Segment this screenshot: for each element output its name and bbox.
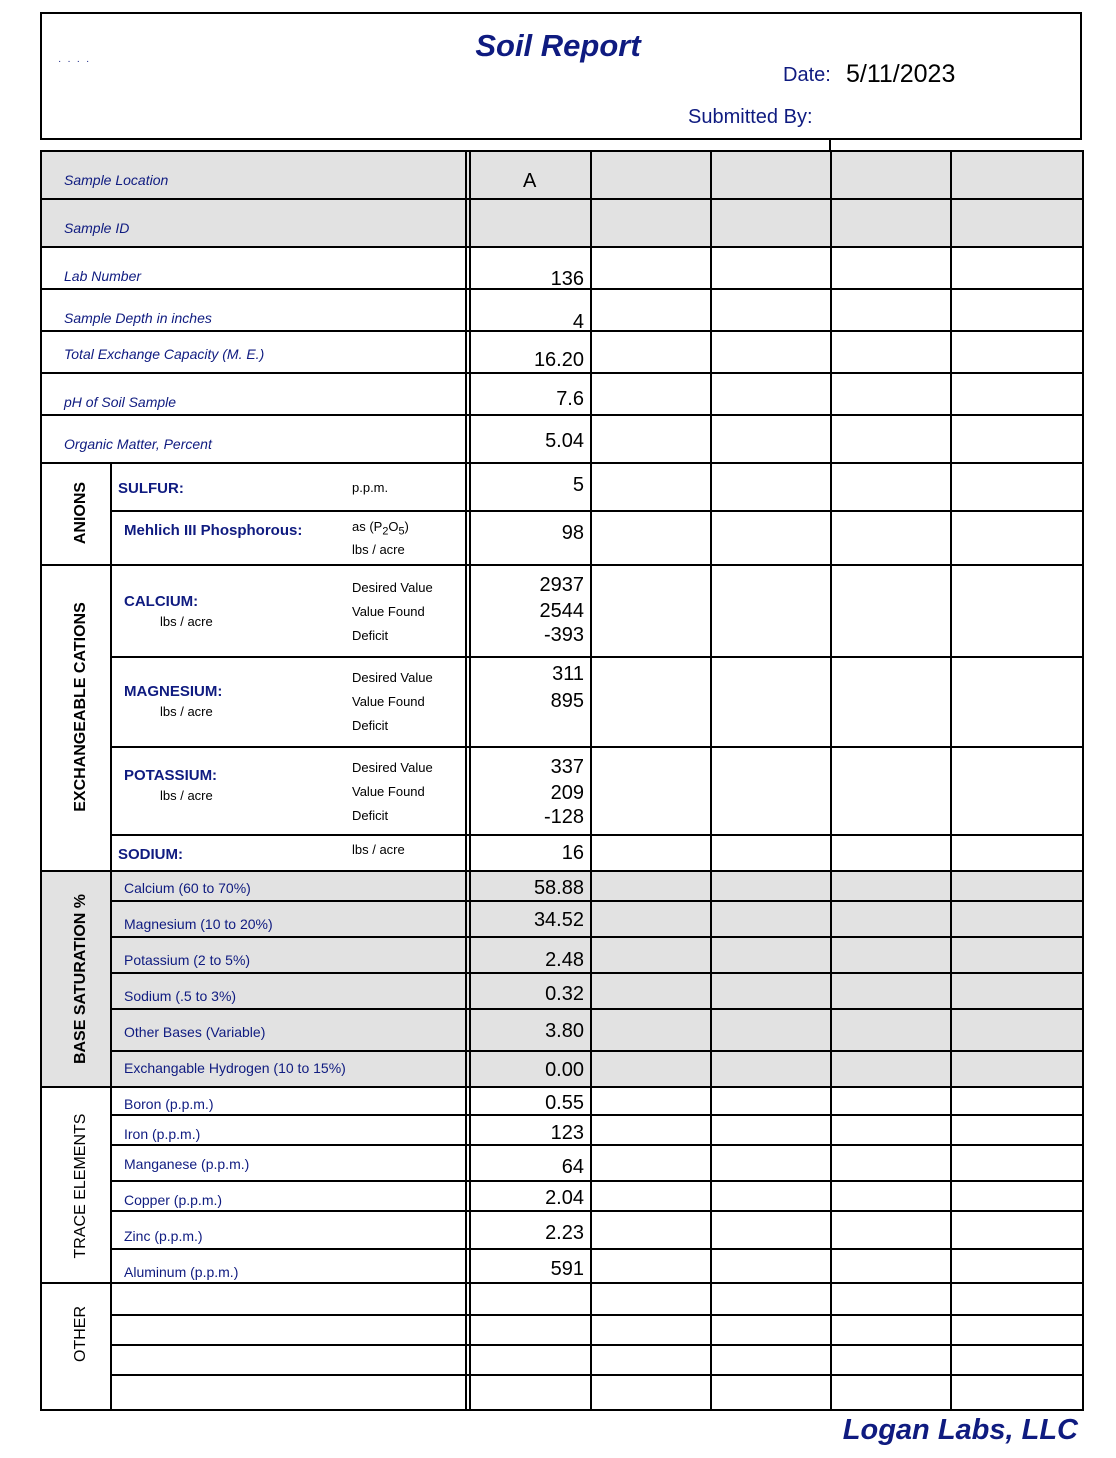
row-divider xyxy=(110,1144,1082,1146)
shaded-base-saturation xyxy=(41,872,1082,1086)
row-divider xyxy=(40,1086,1082,1088)
sample-location-value: A xyxy=(523,170,537,192)
row-divider xyxy=(110,1248,1082,1250)
bs-label: Calcium (60 to 70%) xyxy=(124,880,251,896)
calcium-label: CALCIUM: xyxy=(124,593,199,610)
table-right-border xyxy=(1082,150,1084,1411)
submitted-by-label: Submitted By: xyxy=(688,106,813,128)
ph-value: 7.6 xyxy=(556,388,584,410)
magnesium-label: MAGNESIUM: xyxy=(124,683,223,700)
calcium-deficit-value: -393 xyxy=(543,624,584,646)
row-divider xyxy=(40,330,1082,332)
lab-number-value: 136 xyxy=(550,268,584,290)
header-mark: ···· xyxy=(58,56,96,67)
potassium-label: POTASSIUM: xyxy=(124,767,218,784)
row-divider xyxy=(40,372,1082,374)
trace-label: Copper (p.p.m.) xyxy=(124,1192,223,1208)
potassium-deficit-value: -128 xyxy=(543,806,584,828)
column-divider xyxy=(465,150,467,1411)
trace-value: 2.04 xyxy=(545,1187,584,1209)
date-label: Date: xyxy=(783,64,831,86)
phosphorous-unit-2: lbs / acre xyxy=(352,542,405,557)
sample-depth-label: Sample Depth in inches xyxy=(64,310,212,326)
trace-label: Manganese (p.p.m.) xyxy=(124,1156,250,1172)
phosphorous-label: Mehlich III Phosphorous: xyxy=(124,522,303,539)
bs-label: Sodium (.5 to 3%) xyxy=(124,988,237,1004)
magnesium-found-label: Value Found xyxy=(352,694,425,709)
row-divider xyxy=(110,1210,1082,1212)
row-divider xyxy=(110,746,1082,748)
calcium-desired-value: 2937 xyxy=(539,574,584,596)
bs-label: Potassium (2 to 5%) xyxy=(124,952,251,968)
sulfur-unit: p.p.m. xyxy=(352,480,389,495)
row-divider xyxy=(110,1374,1082,1376)
row-divider xyxy=(110,656,1082,658)
row-divider xyxy=(40,870,1082,872)
calcium-found-label: Value Found xyxy=(352,604,425,619)
row-divider xyxy=(40,246,1082,248)
sulfur-label: SULFUR: xyxy=(118,480,184,497)
column-divider xyxy=(469,150,471,1411)
phosphorous-unit: as $(P_2O_5)$ xyxy=(352,519,409,538)
row-divider xyxy=(110,510,1082,512)
row-divider xyxy=(110,1344,1082,1346)
section-anions: ANIONS xyxy=(72,481,89,545)
calcium-unit: lbs / acre xyxy=(160,614,213,629)
trace-label: Iron (p.p.m.) xyxy=(124,1126,201,1142)
organic-matter-value: 5.04 xyxy=(545,430,584,452)
bs-label: Other Bases (Variable) xyxy=(124,1024,266,1040)
table-top-border xyxy=(40,150,1083,152)
calcium-found-value: 2544 xyxy=(539,600,584,622)
column-divider xyxy=(830,150,832,1411)
calcium-deficit-label: Deficit xyxy=(352,628,389,643)
sodium-unit: lbs / acre xyxy=(352,842,405,857)
trace-value: 0.55 xyxy=(545,1092,584,1114)
phosphorous-value: 98 xyxy=(561,522,584,544)
row-divider xyxy=(110,1314,1082,1316)
bs-label: Magnesium (10 to 20%) xyxy=(124,916,273,932)
tec-label: Total Exchange Capacity (M. E.) xyxy=(64,346,265,362)
column-divider xyxy=(950,150,952,1411)
row-divider xyxy=(110,936,1082,938)
magnesium-desired-label: Desired Value xyxy=(352,670,433,685)
table-left-border xyxy=(40,150,42,1411)
trace-value: 591 xyxy=(550,1258,584,1280)
sodium-value: 16 xyxy=(561,842,584,864)
shaded-header-rows xyxy=(41,152,1082,248)
potassium-found-label: Value Found xyxy=(352,784,425,799)
column-divider xyxy=(710,150,712,1411)
row-divider xyxy=(110,972,1082,974)
sample-depth-value: 4 xyxy=(572,311,584,333)
trace-label: Zinc (p.p.m.) xyxy=(124,1228,203,1244)
calcium-desired-label: Desired Value xyxy=(352,580,433,595)
magnesium-desired-value: 311 xyxy=(552,663,584,685)
row-divider xyxy=(110,900,1082,902)
trace-label: Aluminum (p.p.m.) xyxy=(124,1264,239,1280)
row-divider xyxy=(40,564,1082,566)
row-divider xyxy=(40,414,1082,416)
section-other: OTHER xyxy=(72,1306,89,1362)
bs-value: 34.52 xyxy=(533,909,584,931)
report-title: Soil Report xyxy=(475,28,641,63)
row-divider xyxy=(110,834,1082,836)
footer-company: Logan Labs, LLC xyxy=(842,1414,1078,1446)
tec-value: 16.20 xyxy=(533,349,584,371)
lab-number-label: Lab Number xyxy=(64,268,142,284)
row-divider xyxy=(110,1114,1082,1116)
bs-value: 58.88 xyxy=(533,877,584,899)
section-base-saturation: BASE SATURATION % xyxy=(72,893,89,1065)
trace-value: 2.23 xyxy=(545,1222,584,1244)
organic-matter-label: Organic Matter, Percent xyxy=(64,436,212,452)
sample-id-label: Sample ID xyxy=(64,220,130,236)
sulfur-value: 5 xyxy=(572,474,584,496)
row-divider xyxy=(40,1282,1082,1284)
section-exchangeable-cations: EXCHANGEABLE CATIONS xyxy=(72,602,89,812)
row-divider xyxy=(110,1008,1082,1010)
bs-value: 0.32 xyxy=(545,983,584,1005)
potassium-found-value: 209 xyxy=(550,782,584,804)
bs-value: 0.00 xyxy=(545,1059,584,1081)
table-bottom-border xyxy=(40,1409,1083,1411)
potassium-unit: lbs / acre xyxy=(160,788,213,803)
magnesium-deficit-label: Deficit xyxy=(352,718,389,733)
sodium-label: SODIUM: xyxy=(118,846,183,863)
section-trace-elements: TRACE ELEMENTS xyxy=(72,1113,89,1259)
date-value: 5/11/2023 xyxy=(846,60,956,88)
trace-label: Boron (p.p.m.) xyxy=(124,1096,214,1112)
row-divider xyxy=(110,1050,1082,1052)
potassium-deficit-label: Deficit xyxy=(352,808,389,823)
bs-value: 3.80 xyxy=(545,1020,584,1042)
row-divider xyxy=(40,198,1082,200)
sample-location-label: Sample Location xyxy=(64,172,169,188)
potassium-desired-value: 337 xyxy=(550,756,584,778)
magnesium-found-value: 895 xyxy=(550,690,584,712)
potassium-desired-label: Desired Value xyxy=(352,760,433,775)
ph-label: pH of Soil Sample xyxy=(64,394,177,410)
trace-value: 123 xyxy=(550,1122,584,1144)
bs-label: Exchangable Hydrogen (10 to 15%) xyxy=(124,1060,346,1076)
row-divider xyxy=(40,462,1082,464)
row-divider xyxy=(110,1180,1082,1182)
trace-value: 64 xyxy=(561,1156,584,1178)
magnesium-unit: lbs / acre xyxy=(160,704,213,719)
column-divider xyxy=(590,150,592,1411)
bs-value: 2.48 xyxy=(545,949,584,971)
